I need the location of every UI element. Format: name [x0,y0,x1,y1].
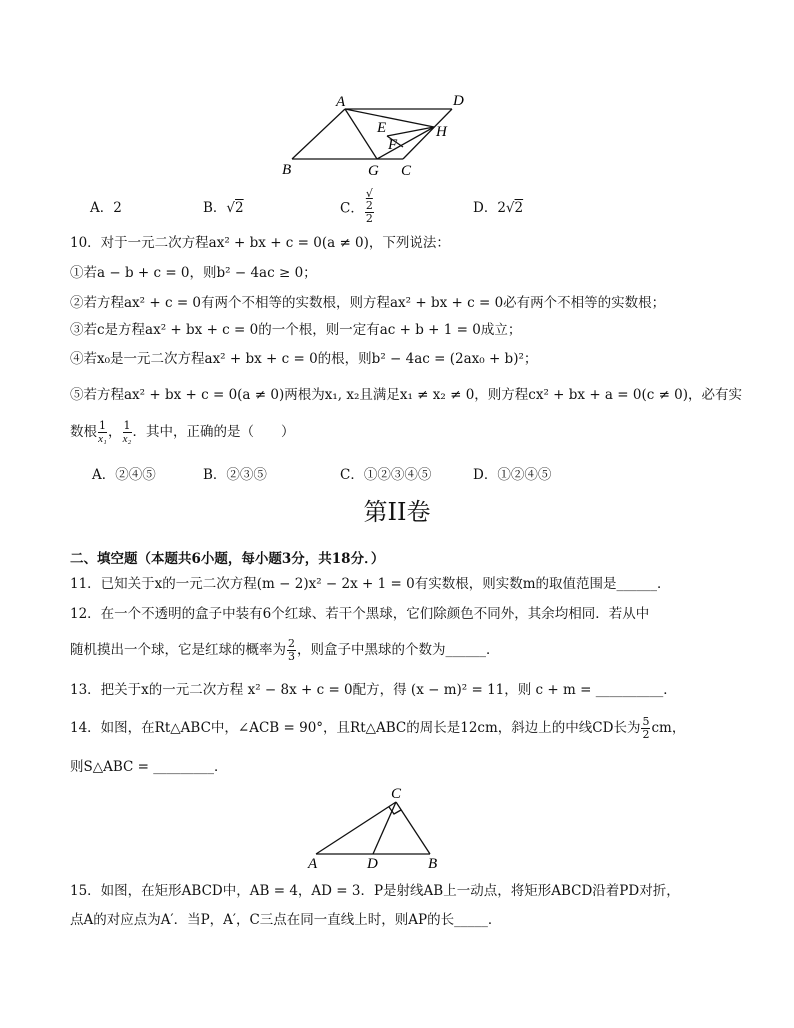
q9-option-c: C． √ 2 2 [340,187,373,225]
q12-line2: 随机摸出一个球，它是红球的概率为 $\frac{2}{3}$ ，则盒子中黑球的个数为______． [70,637,500,663]
q10-statement-4: ④若x₀是一元二次方程ax² + bx + c = 0的根，则b² − 4ac = (2ax₀ + b)²； [70,351,538,367]
label-A: A [336,94,346,110]
q10-option-a: A．②④⑤ [92,467,156,483]
label-C: C [401,163,412,179]
q11: 11．已知关于x的一元二次方程(m − 2)x² − 2x + 1 = 0有实数根，则实数m的取值范围是______． [70,576,671,592]
q14-line1: 14．如图，在Rt△ABC中，∠ACB = 90°，且Rt△ABC的周长是12cm，斜边上的中线CD长为 $\frac{5}{2}$ cm， [70,715,686,741]
q15-line1: 15．如图，在矩形ABCD中，AB = 4，AD = 3．P是射线AB上一动点，将矩形ABCD沿着PD对折， [70,883,680,899]
edge-AB [292,109,345,159]
label-D: D [453,93,464,109]
q15-line2: 点A的对应点为A′．当P，A′，C三点在同一直线上时，则AP的长_____． [70,912,502,928]
q10-statement-1: ①若a − b + c = 0，则b² − 4ac ≥ 0； [70,265,317,281]
label-E: E [377,120,387,136]
segment-AH [345,109,434,127]
q10-statement-5: ⑤若方程ax² + bx + c = 0(a ≠ 0)两根为x₁, x₂且满足x₁ ≠ x₂ ≠ 0，则方程cx² + bx + a = 0(c ≠ 0)，必有实 [70,387,743,403]
label-B: B [282,162,292,178]
q12-line1: 12．在一个不透明的盒子中装有6个红球、若干个黑球，它们除颜色不同外，其余均相同．若从中 [70,606,650,622]
side-BC [396,802,430,854]
part-title: 第II卷 [363,498,431,526]
q9-option-a: A．2 [90,200,122,216]
q13: 13．把关于x的一元二次方程 x² − 8x + c = 0配方，得 (x − m)² = 11，则 c + m = __________． [70,682,677,698]
q10-option-c: C．①②③④⑤ [340,467,432,483]
parallelogram-figure [270,88,490,180]
label-H: H [436,124,447,140]
q10-statement-2: ②若方程ax² + c = 0有两个不相等的实数根，则方程ax² + bx + c = 0必有两个不相等的实数根； [70,295,666,311]
segment-AG [345,109,377,159]
q10-option-d: D．①②④⑤ [473,467,552,483]
label-A: A [308,856,318,872]
q14-line2: 则S△ABC = _________． [70,759,228,775]
q9-option-d: D．2√2 [473,200,524,216]
q10-option-b: B．②③⑤ [203,467,267,483]
section-header: 二、填空题（本题共6小题，每小题3分，共18分．） [70,551,385,567]
label-B: B [428,856,438,872]
right-triangle-figure [300,782,460,872]
q10-statement-3: ③若c是方程ax² + bx + c = 0的一个根，则一定有ac + b + 1 = 0成立； [70,322,522,338]
q10-statement-6: 数根 $\frac{1}{\text{x₁}}$ ， $\frac{1}{\text{x₂}}$ ．其中，正确的是（ ） [70,419,295,445]
q9-option-b: B．√2 [203,200,244,216]
q10-stem: 10．对于一元二次方程ax² + bx + c = 0(a ≠ 0)，下列说法： [70,235,450,251]
label-D: D [367,856,378,872]
label-G: G [368,163,379,179]
label-F: F [388,137,398,153]
label-C: C [391,786,402,802]
